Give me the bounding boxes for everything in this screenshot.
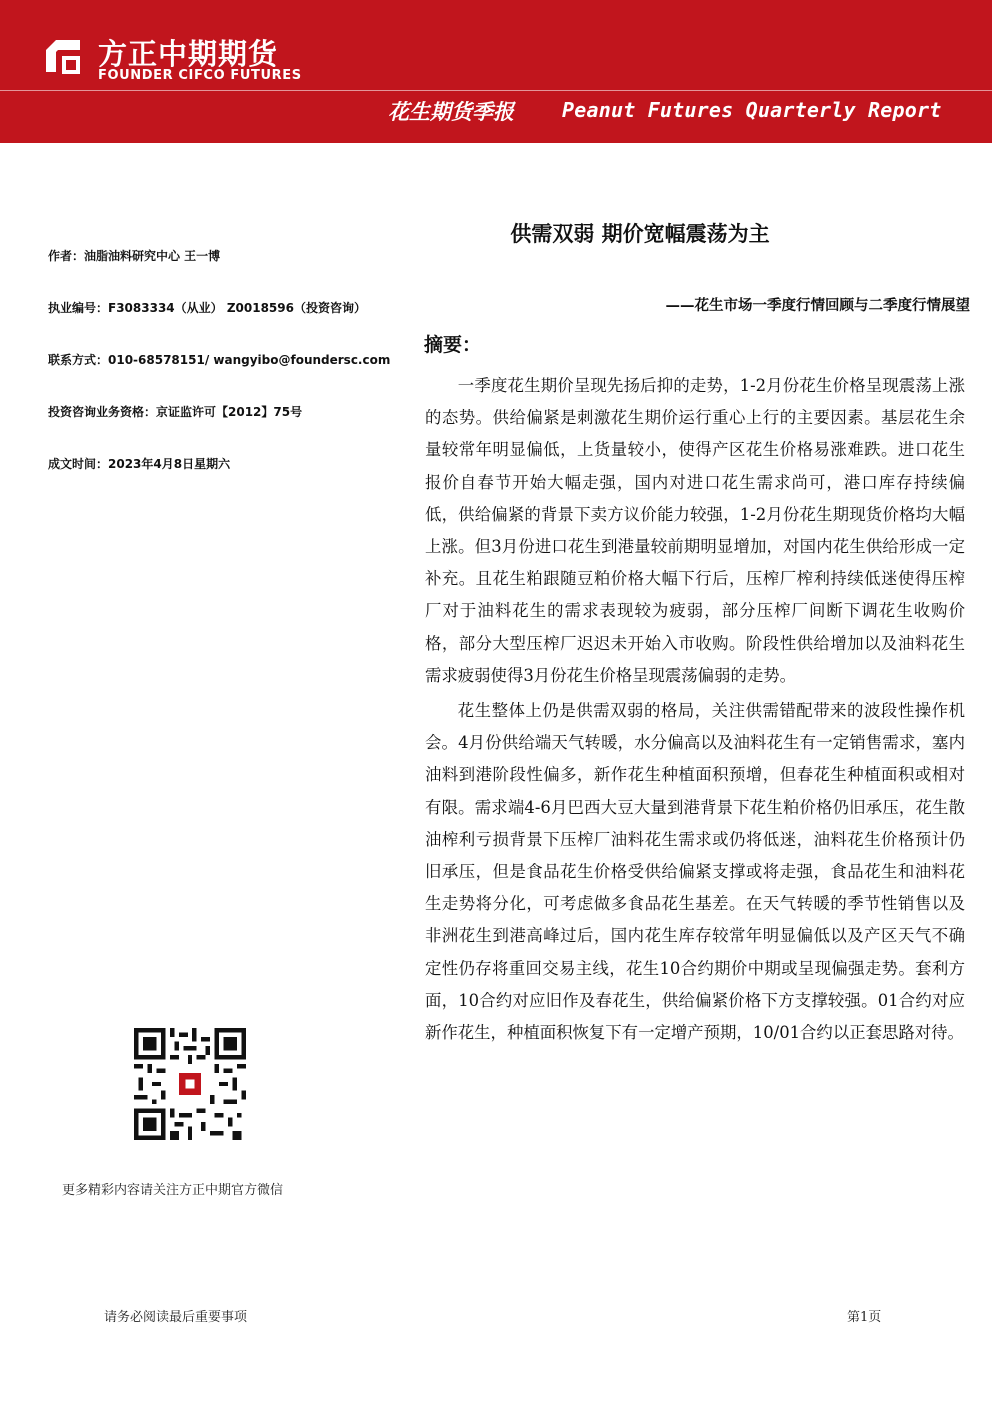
header-divider	[0, 90, 992, 91]
page-number: 第1页	[847, 1310, 882, 1325]
date-line: 成文时间：2023年4月8日星期六	[48, 457, 231, 471]
author-line: 作者：油脂油料研究中心 王一博	[48, 249, 221, 263]
qualification-line: 投资咨询业务资格：京证监许可【2012】75号	[48, 405, 303, 419]
report-type-en: Peanut Futures Quarterly Report	[562, 98, 942, 122]
wechat-qr-code-icon	[134, 1028, 246, 1140]
brand-name-en: FOUNDER CIFCO FUTURES	[98, 68, 302, 83]
abstract-body	[425, 370, 965, 1052]
footer-notice: 请务必阅读最后重要事项	[104, 1310, 248, 1325]
report-type-cn: 花生期货季报	[388, 100, 514, 124]
license-line: 执业编号：F3083334（从业） Z0018596（投资咨询）	[48, 301, 366, 315]
brand-name-cn: 方正中期期货	[98, 37, 279, 71]
abstract-paragraph: 一季度花生期价呈现先扬后抑的走势，1-2月份花生价格呈现震荡上涨的态势。供给偏紧是刺激花生期价运行重心上行的主要因素。基层花生余量较常年明显偏低，上货量较小，使得产区花生价格易涨难跌。进口花生报价自春节开始大幅走强，国内对进口花生需求尚可，港口库存持续偏低，供给偏紧的背景下卖方议价能力较强，1-2月份花生期现货价格均大幅上涨。但3月份进口花生到港量较前期明显增加，对国内花生供给形成一定补充。且花生粕跟随豆粕价格大幅下行后，压榨厂榨利持续低迷使得压榨厂对于油料花生的需求表现较为疲弱，部分压榨厂间断下调花生收购价格，部分大型压榨厂迟迟未开始入市收购。阶段性供给增加以及油料花生需求疲弱使得3月份花生价格呈现震荡偏弱的走势。	[425, 376, 965, 685]
contact-line: 联系方式：010-68578151/ wangyibo@foundersc.com	[48, 353, 391, 367]
report-header	[0, 0, 992, 143]
founder-cifco-logo-icon	[40, 34, 86, 80]
qr-caption: 更多精彩内容请关注方正中期官方微信	[62, 1183, 284, 1198]
abstract-paragraph: 花生整体上仍是供需双弱的格局，关注供需错配带来的波段性操作机会。4月份供给端天气转暖，水分偏高以及油料花生有一定销售需求，塞内油料到港阶段性偏多，新作花生种植面积预增，但春花生种植面积或相对有限。需求端4-6月巴西大豆大量到港背景下花生粕价格仍旧承压，花生散油榨利亏损背景下压榨厂油料花生需求或仍将低迷，油料花生价格预计仍旧承压，但是食品花生价格受供给偏紧支撑或将走强，食品花生和油料花生走势将分化，可考虑做多食品花生基差。在天气转暖的季节性销售以及非洲花生到港高峰过后，国内花生库存较常年明显偏低以及产区天气不确定性仍存将重回交易主线，花生10合约期价中期或呈现偏强走势。套利方面，10合约对应旧作及春花生，供给偏紧价格下方支撑较强。01合约对应新作花生，种植面积恢复下有一定增产预期，10/01合约以正套思路对待。	[425, 701, 965, 1043]
abstract-heading: 摘要：	[424, 334, 482, 356]
report-subtitle: ——花生市场一季度行情回顾与二季度行情展望	[665, 298, 970, 314]
report-title: 供需双弱 期价宽幅震荡为主	[510, 222, 770, 246]
